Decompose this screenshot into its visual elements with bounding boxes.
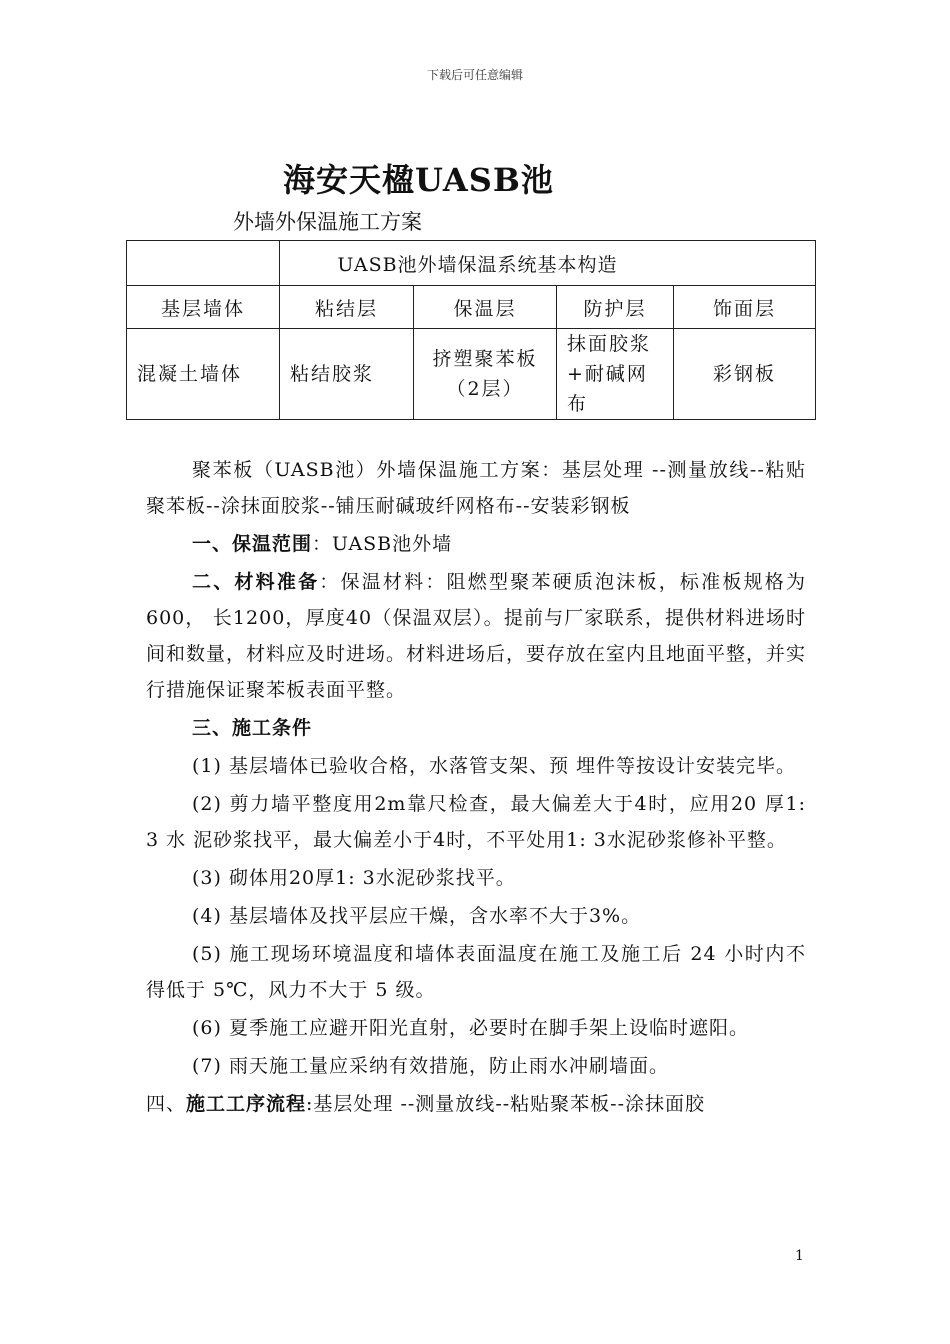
table-header-row [127, 286, 816, 329]
section-text: ：保温材料：阻燃型聚苯硬质泡沫板，标准板规格为600， 长1200，厚度40（保温双层）。提前与厂家联系，提供材料进场时间和数量，材料应及时进场。材料进场后，要存放在室内且地面平整，并实行措施保证聚苯板表面平整。 [146, 571, 807, 701]
list-item: (3) 砌体用20厚1: 3水泥砂浆找平。 [192, 867, 516, 889]
list-item: (6) 夏季施工应避开阳光直射，必要时在脚手架上设临时遮阳。 [192, 1017, 749, 1039]
section-scope [146, 526, 806, 562]
page-number: 1 [795, 1248, 804, 1264]
table-cell: 混凝土墙体 [127, 329, 280, 420]
structure-table [126, 240, 816, 420]
table-cell: 彩钢板 [674, 329, 816, 420]
table-empty-cell [127, 241, 280, 286]
table-header-cell: 保温层 [414, 286, 557, 329]
list-item: (1) 基层墙体已验收合格，水落管支架、预 埋件等按设计安装完毕。 [192, 755, 796, 777]
table-header-cell: 粘结层 [280, 286, 414, 329]
document-title: 海安天楹UASB池 [283, 161, 554, 199]
table-cell: 粘结胶浆 [280, 329, 414, 420]
list-item: (7) 雨天施工量应采纳有效措施，防止雨水冲刷墙面。 [192, 1055, 669, 1077]
section-process [146, 1086, 806, 1122]
table-caption-row [127, 241, 816, 286]
section-heading: 三、施工条件 [192, 717, 313, 739]
section-heading: 施工工序流程 [186, 1093, 307, 1115]
table-cell: 挤塑聚苯板（2层） [414, 329, 557, 420]
intro-paragraph: 聚苯板（UASB池）外墙保温施工方案：基层处理 --测量放线--粘贴聚苯板--涂抹面胶浆--铺压耐碱玻纤网格布--安装彩钢板 [146, 459, 806, 517]
table-header-cell: 防护层 [557, 286, 674, 329]
list-item: (5) 施工现场环境温度和墙体表面温度在施工及施工后 24 小时内不得低于 5℃，风力不大于 5 级。 [146, 943, 806, 1001]
table-header-cell: 饰面层 [674, 286, 816, 329]
table-caption: UASB池外墙保温系统基本构造 [280, 241, 816, 286]
list-item: (4) 基层墙体及找平层应干燥，含水率不大于3%。 [192, 905, 642, 927]
list-item: (2) 剪力墙平整度用2m靠尺检查，最大偏差大于4时，应用20 厚1: 3 水 泥砂浆找平，最大偏差小于4时，不平处用1: 3水泥砂浆修补平整。 [146, 793, 806, 851]
table-cell: 抹面胶浆+耐碱网布 [557, 329, 674, 420]
section-heading: 一、保温范围 [192, 533, 313, 555]
header-note: 下载后可任意编辑 [426, 68, 523, 82]
document-subtitle: 外墙外保温施工方案 [233, 210, 422, 234]
table-row [127, 329, 816, 420]
section-prefix: 四、 [146, 1093, 187, 1115]
section-materials [146, 564, 806, 708]
section-text: ：UASB池外墙 [312, 533, 453, 555]
table-header-cell: 基层墙体 [127, 286, 280, 329]
section-text: :基层处理 --测量放线--粘贴聚苯板--涂抹面胶 [306, 1093, 705, 1115]
section-heading: 二、材料准备 [192, 571, 320, 593]
document-body [146, 452, 806, 1122]
